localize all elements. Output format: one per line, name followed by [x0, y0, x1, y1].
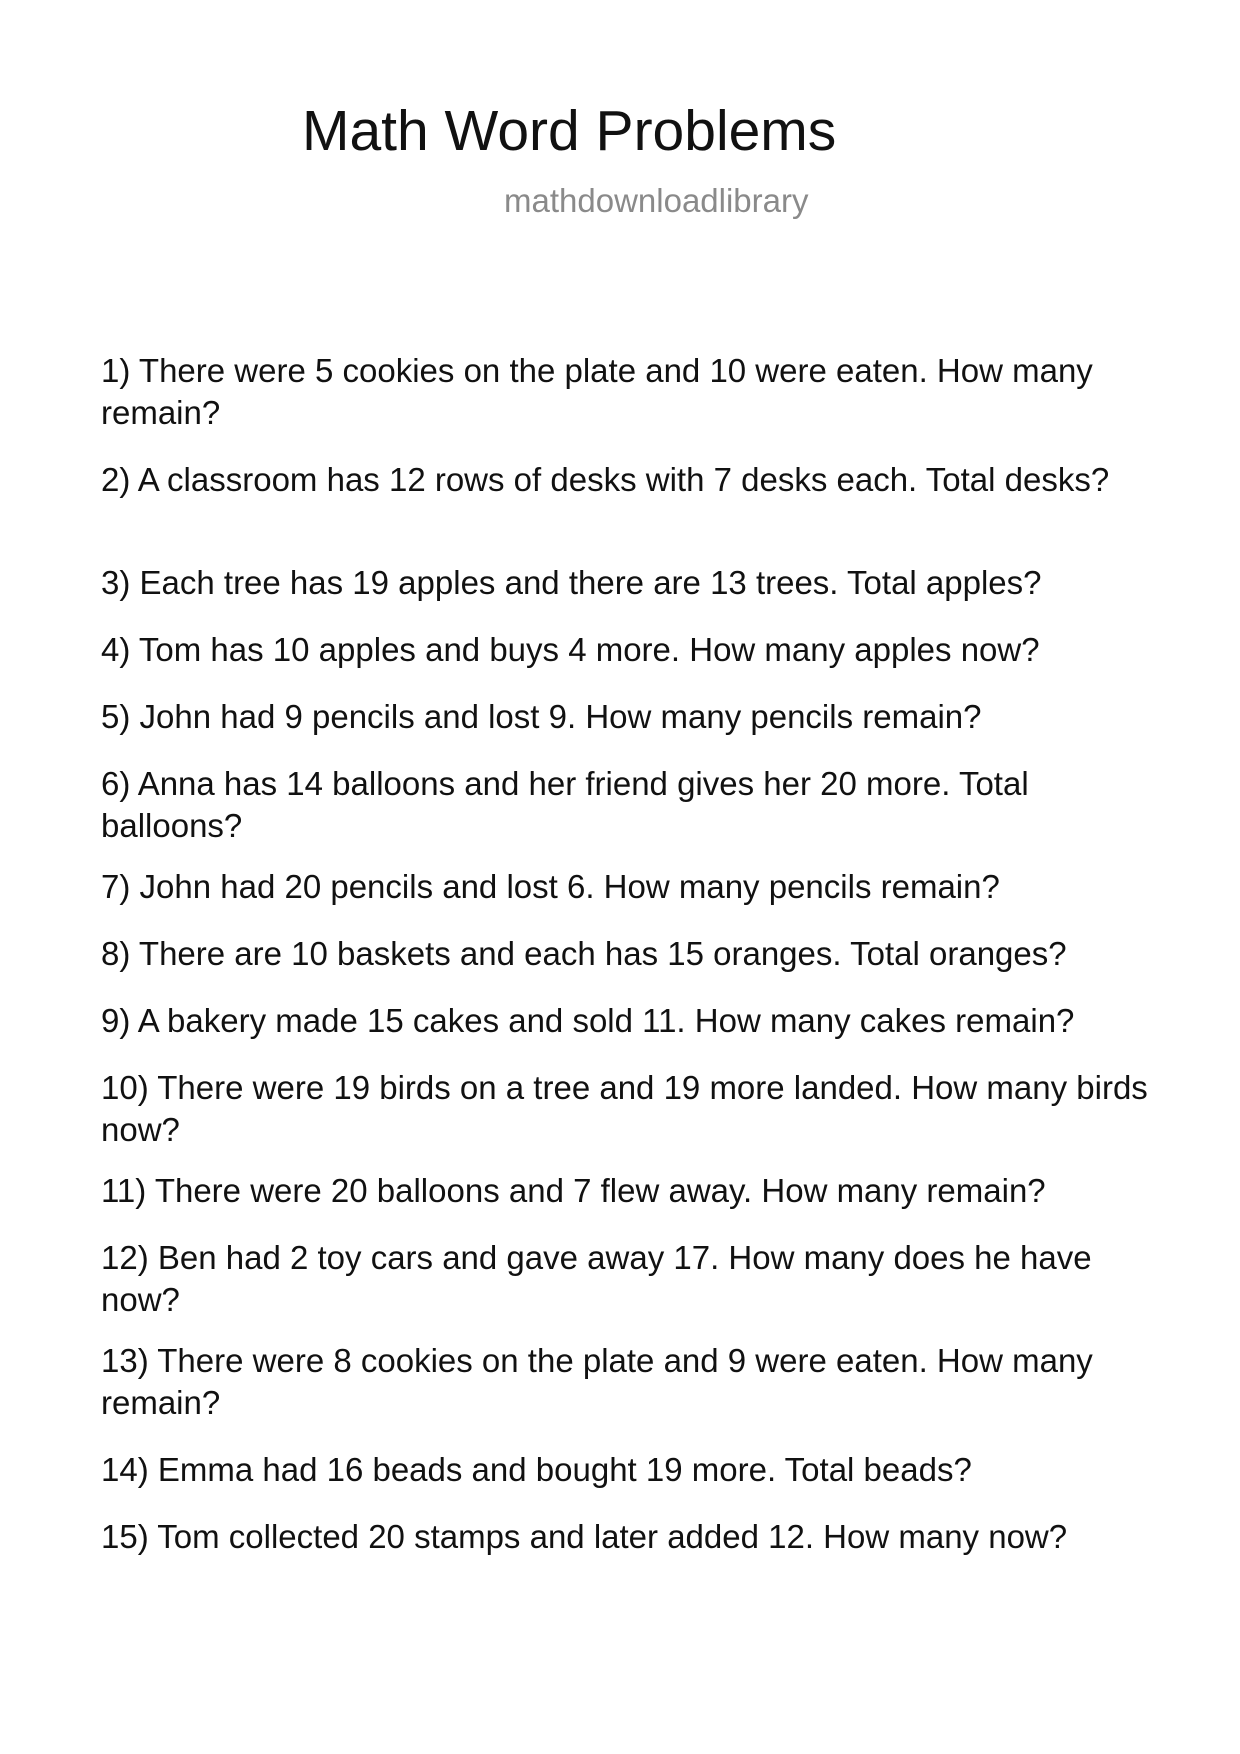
page-subtitle: mathdownloadlibrary	[504, 182, 809, 219]
page-title: Math Word Problems	[302, 99, 837, 163]
problem-item-1: 1) There were 5 cookies on the plate and 10 were eaten. How many remain?	[101, 352, 1093, 431]
problem-item-5: 5) John had 9 pencils and lost 9. How many pencils remain?	[101, 698, 982, 735]
problem-item-14: 14) Emma had 16 beads and bought 19 more. Total beads?	[101, 1451, 972, 1488]
problem-item-10: 10) There were 19 birds on a tree and 19 more landed. How many birds now?	[101, 1069, 1148, 1148]
problem-item-2: 2) A classroom has 12 rows of desks with 7 desks each. Total desks?	[101, 461, 1110, 498]
problem-item-6: 6) Anna has 14 balloons and her friend gives her 20 more. Total balloons?	[101, 765, 1029, 844]
problem-item-4: 4) Tom has 10 apples and buys 4 more. How many apples now?	[101, 631, 1040, 668]
problem-item-11: 11) There were 20 balloons and 7 flew away. How many remain?	[101, 1172, 1046, 1209]
problem-item-9: 9) A bakery made 15 cakes and sold 11. How many cakes remain?	[101, 1002, 1075, 1039]
problem-item-15: 15) Tom collected 20 stamps and later added 12. How many now?	[101, 1518, 1068, 1555]
problem-item-13: 13) There were 8 cookies on the plate and 9 were eaten. How many remain?	[101, 1342, 1093, 1421]
problem-item-8: 8) There are 10 baskets and each has 15 oranges. Total oranges?	[101, 935, 1067, 972]
problem-item-12: 12) Ben had 2 toy cars and gave away 17. How many does he have now?	[101, 1239, 1092, 1318]
problem-item-7: 7) John had 20 pencils and lost 6. How many pencils remain?	[101, 868, 1000, 905]
problem-item-3: 3) Each tree has 19 apples and there are 13 trees. Total apples?	[101, 564, 1042, 601]
